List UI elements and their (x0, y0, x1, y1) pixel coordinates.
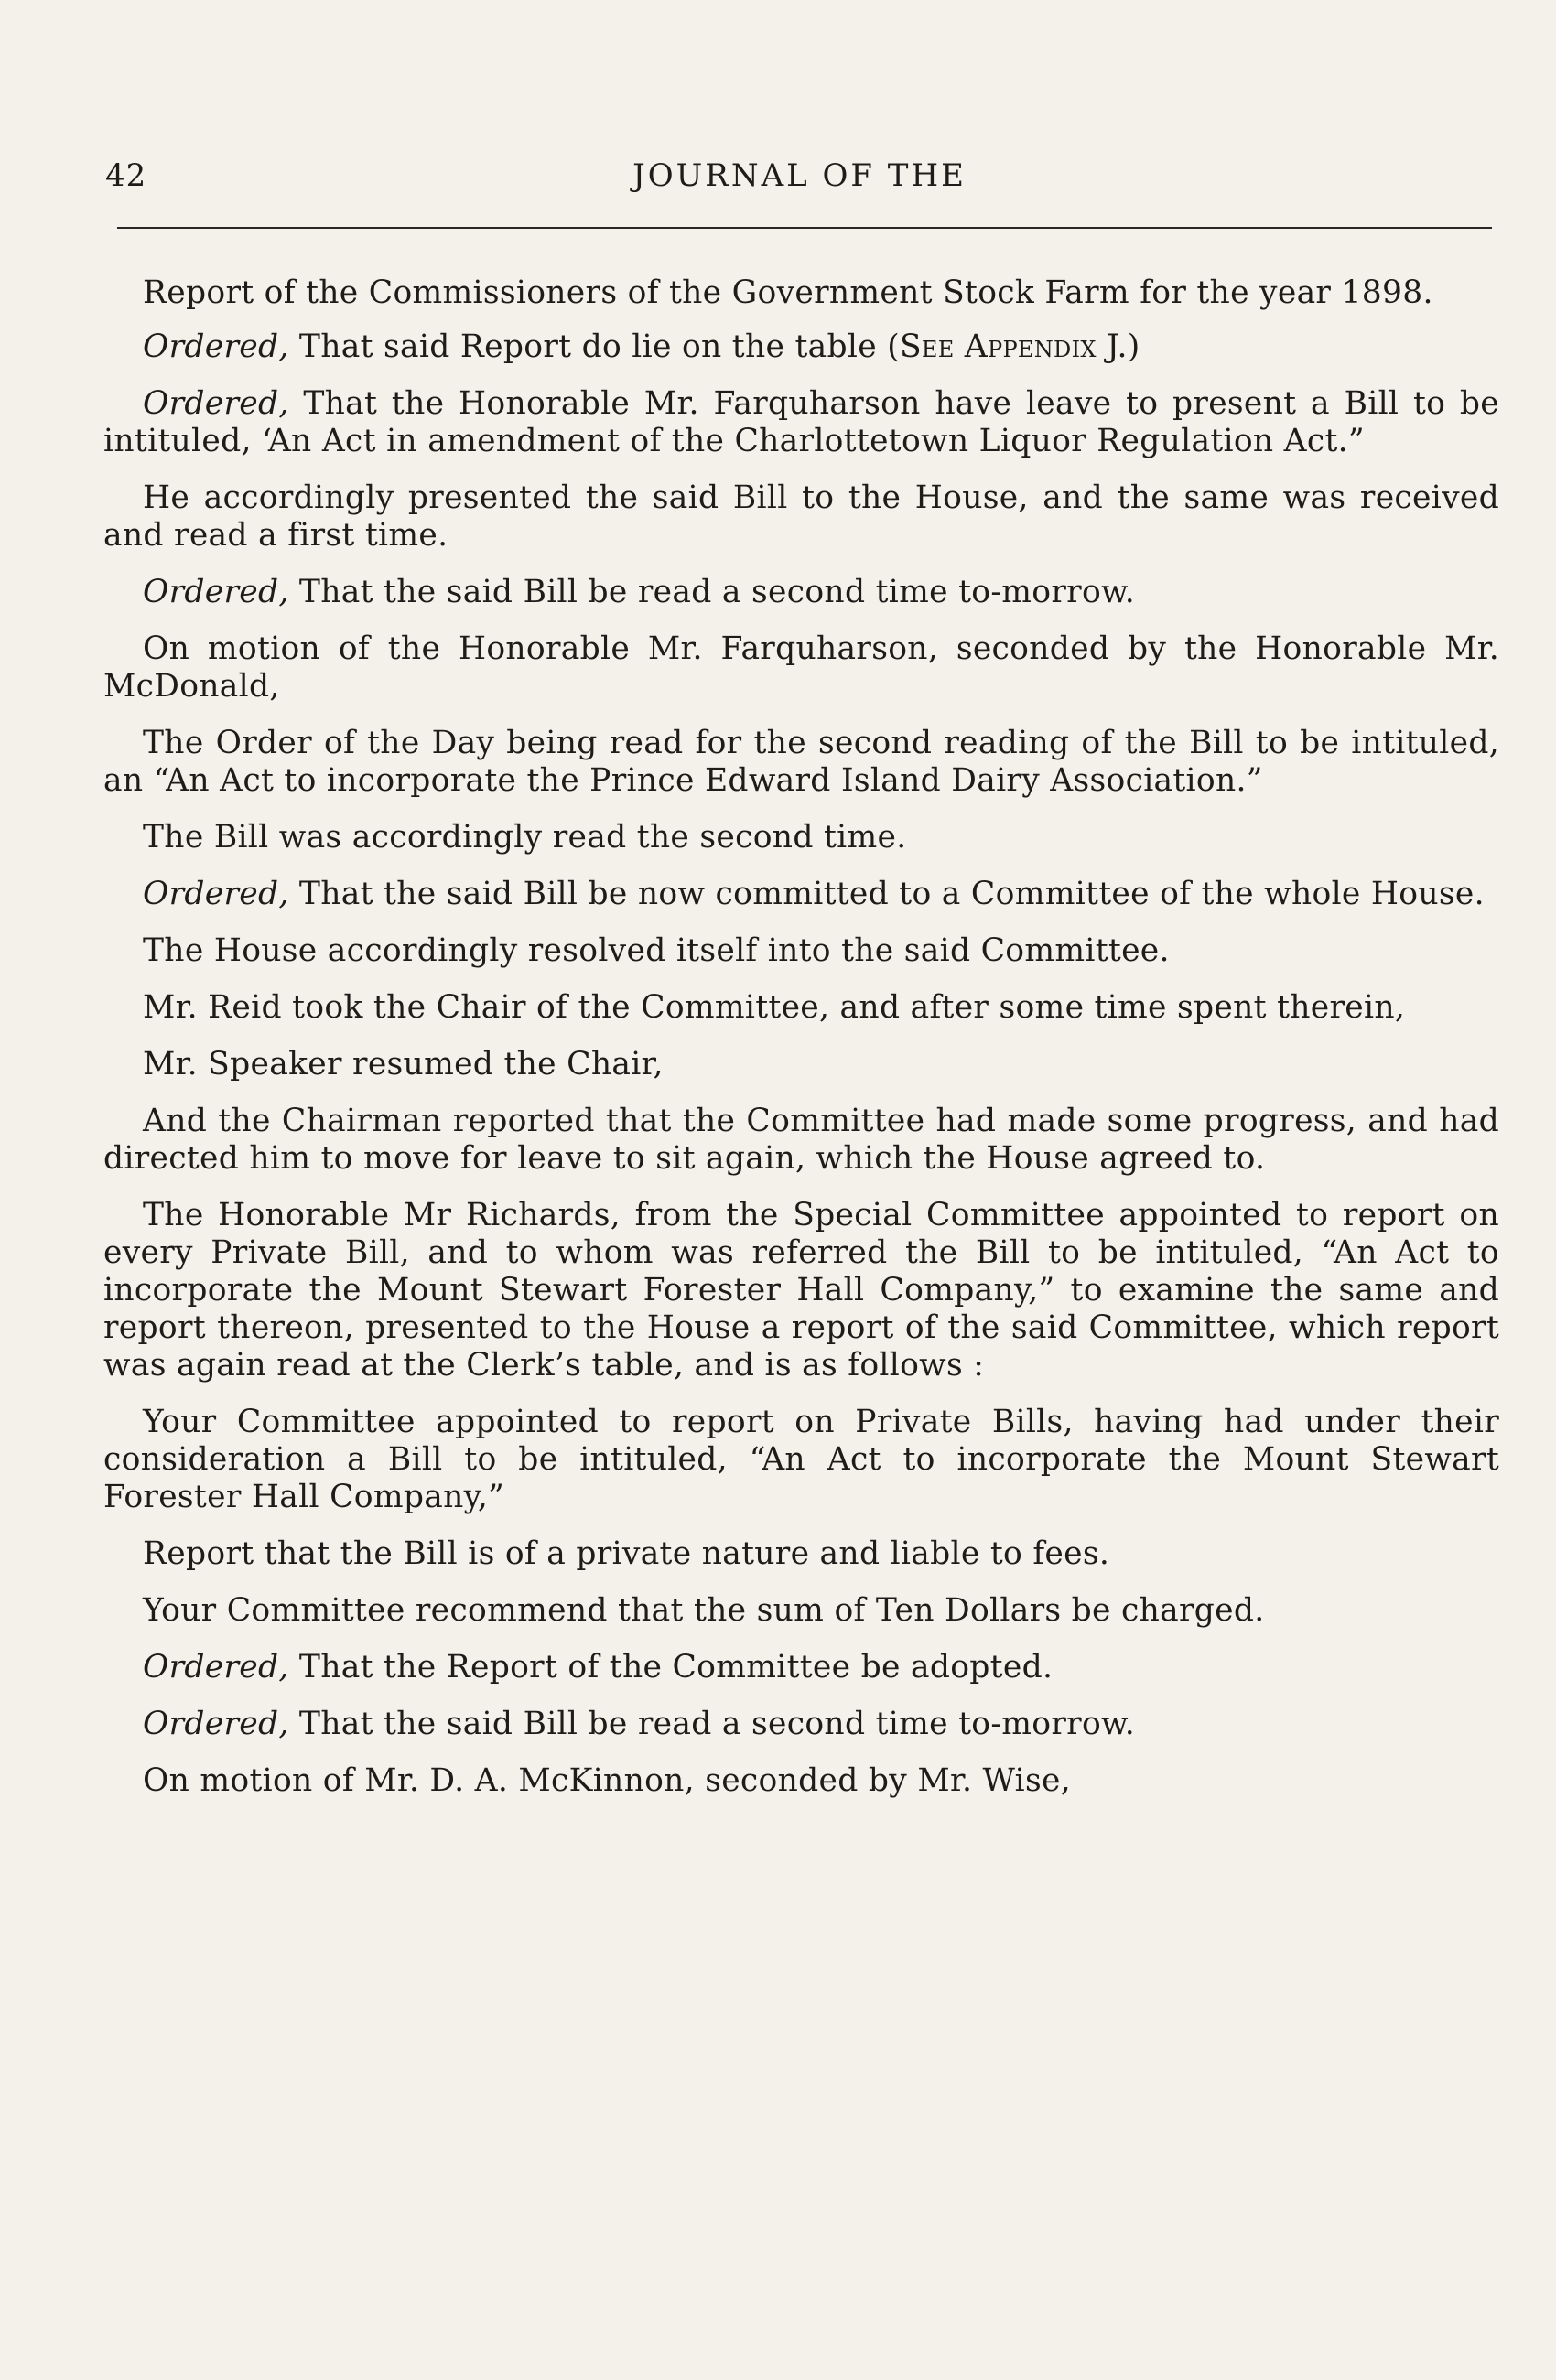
paragraph-text: That the Honorable Mr. Farquharson have leave to present a Bill to be intituled, ‘An Act in amendment of the Charlottetown Liquor Regulation Act.” (103, 385, 1499, 459)
paragraph-ordered-second-reading (103, 574, 1499, 611)
paragraph-committee-consideration: Your Committee appointed to report on Private Bills, having had under their consideration a Bill to be intituled, “An Act to incorporate the Mount Stewart Forester Hall Company,” (103, 1404, 1499, 1515)
paragraph-ordered-second-time (103, 1706, 1499, 1743)
running-title: JOURNAL OF THE (632, 157, 967, 194)
paragraph-speaker-resumed: Mr. Speaker resumed the Chair, (143, 1046, 664, 1082)
paragraph-text: That said Report do lie on the table (288, 328, 888, 365)
paragraph-ordered-committed (103, 876, 1499, 913)
paragraph-ten-dollars: Your Committee recommend that the sum of Ten Dollars be charged. (143, 1592, 1265, 1629)
paragraph-bill-presented: He accordingly presented the said Bill to the House, and the same was received and read a first time. (103, 479, 1499, 554)
paragraph-text: That the said Bill be now committed to a Committee of the whole House. (288, 876, 1485, 912)
paragraph-read-second-time: The Bill was accordingly read the second time. (143, 819, 907, 856)
appendix-reference: (See Appendix J.) (887, 328, 1140, 365)
paragraph-house-resolved: The House accordingly resolved itself into the said Committee. (143, 932, 1170, 969)
paragraph-private-nature: Report that the Bill is of a private nature and liable to fees. (143, 1535, 1110, 1572)
ordered-label: Ordered, (143, 876, 289, 912)
paragraph-ordered-lie-on-table (103, 328, 1499, 366)
paragraph-text: That the Report of the Committee be adopted. (288, 1649, 1054, 1685)
paragraph-order-of-day: The Order of the Day being read for the second reading of the Bill to be intituled, an “An Act to incorporate the Prince Edward Island Dairy Association.” (103, 725, 1499, 799)
journal-body (103, 275, 1499, 1819)
paragraph-motion-mckinnon: On motion of Mr. D. A. McKinnon, seconded by Mr. Wise, (143, 1762, 1071, 1799)
ordered-label: Ordered, (143, 1706, 289, 1742)
ordered-label: Ordered, (143, 1649, 289, 1685)
page-header (105, 157, 1494, 203)
paragraph-motion-farquharson: On motion of the Honorable Mr. Farquharson, seconded by the Honorable Mr. McDonald, (103, 630, 1499, 705)
paragraph-text: That the said Bill be read a second time to-morrow. (288, 574, 1136, 610)
paragraph-ordered-leave-bill (103, 385, 1499, 460)
ordered-label: Ordered, (143, 574, 289, 610)
page-number: 42 (105, 157, 147, 194)
ordered-label: Ordered, (143, 385, 289, 422)
paragraph-text: That the said Bill be read a second time to-morrow. (288, 1706, 1136, 1742)
paragraph-reid-chair: Mr. Reid took the Chair of the Committee, and after some time spent therein, (143, 989, 1406, 1026)
paragraph-ordered-adopted (103, 1649, 1499, 1686)
ordered-label: Ordered, (143, 328, 289, 365)
paragraph-chairman-reported: And the Chairman reported that the Committee had made some progress, and had directed him to move for leave to sit again, which the House agreed to. (103, 1103, 1499, 1177)
paragraph-richards-report: The Honorable Mr Richards, from the Special Committee appointed to report on every Private Bill, and to whom was referred the Bill to be intituled, “An Act to incorporate the Mount Stewart Forester Hall Company,” to examine the same and report thereon, presented to the House a report of the said Committee, which report was again read at the Clerk’s table, and is as follows : (103, 1197, 1499, 1384)
paragraph-stock-farm-report: Report of the Commissioners of the Government Stock Farm for the year 1898. (143, 275, 1433, 311)
header-rule (117, 227, 1492, 229)
